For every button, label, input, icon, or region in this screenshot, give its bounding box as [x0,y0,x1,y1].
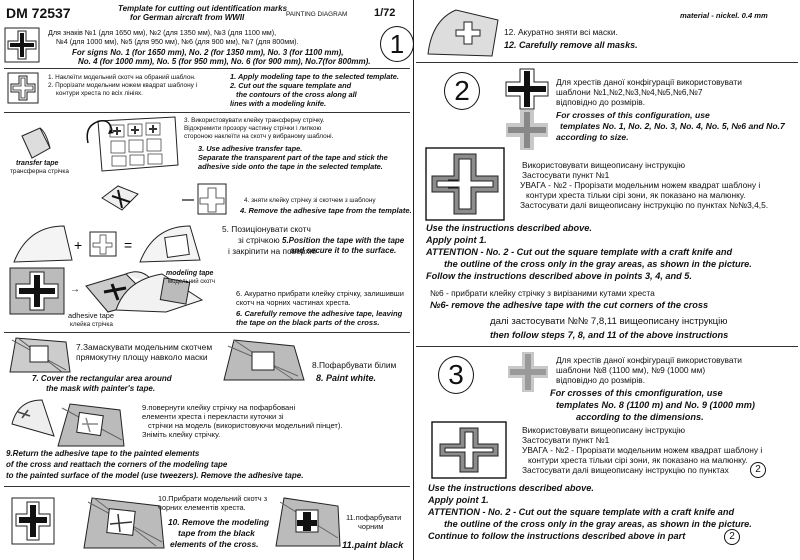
step3-en2: Separate the transparent part of the tape and stick the [198,153,388,162]
step10-ua1: 10.Прибрати модельний скотч з [158,494,268,503]
transfer-tape-label: transfer tape [16,160,59,167]
step9-en2: of the cross and reattach the corners of the modeling tape [6,460,228,469]
section3-ua3: відповідно до розмірів. [556,375,646,385]
gray-zone-template-small [432,422,506,478]
section3-en3: according to the dimensions. [576,412,704,422]
step4-ua: 4. зняти клейку стрічку зі скотчем з шаблону [244,197,376,204]
section2-ua3: відповідно до розмірів. [556,97,646,107]
step11-ua2: чорним [358,522,384,531]
step1-en-a1: 1. Apply modeling tape to the selected template. [230,72,399,81]
transfer-tape-label-ua: трансферна стрічка [10,168,69,175]
step6-en1: 6. Carefully remove the adhesive tape, leaving [236,309,403,318]
step1-en-a2: 2. Cut out the square template and [230,81,352,90]
gray-cross-small-preview [508,352,548,392]
step12-ua: 12. Акуратно зняти всі маски. [504,27,618,37]
transfer-tape-icon [18,126,54,160]
material-label: material - nickel. 0.4 mm [680,11,768,20]
step10-en1: 10. Remove the modeling [168,517,269,527]
section2-ua10: далі застосувати №№ 7,8,11 вищеописану інструкцію [490,316,728,327]
return-tape-diagram [8,394,128,450]
modeling-tape-label: modeling tape [166,270,214,277]
arrow: → [70,284,80,295]
step3-ua3: стороною наклеїти на скотч у вибраному шаблоні. [184,133,334,140]
step1-en-line1: For signs No. 1 (for 1650 mm), No. 2 (for 1350 mm), No. 3 (for 1100 mm), [72,48,344,57]
step1-ua-line2: №4 (для 1000 мм), №5 (для 950 мм), №6 (для 900 мм), №7 (для 800мм). [56,37,299,46]
step9-ua4: Зніміть клейку стрічку. [142,430,221,439]
step8-ua: 8.Пофарбувати білим [312,360,397,370]
section2-en2: templates No. 1, No. 2, No. 3, No. 4, No. 5, №6 and No.7 [560,121,785,131]
section3-ua5: Застосувати пункт №1 [522,435,610,445]
step9-ua2: елементи хреста і перекласти куточки зі [142,412,284,421]
step1-en-a3: the contours of the cross along all [236,90,357,99]
painted-white-diagram [220,336,310,386]
divider [416,62,798,63]
section3-en7: the outline of the cross only in the gray areas, as shown in the picture. [444,519,752,529]
section2-number: 2 [444,72,480,110]
step1-number: 1 [380,26,414,62]
section3-ua2: шаблони №8 (1100 мм), №9 (1000 мм) [556,365,706,375]
product-code: DM 72537 [6,5,71,21]
section3-ua1: Для хрестів даної конфігурації використовувати [556,355,742,365]
step1-ua-a2: 2. Прорізати модельним ножем квадрат шаблону і [48,82,198,89]
step3-ua1: 3. Використовувати клейку трансферну стрічку. [184,117,325,124]
section3-en4: Use the instructions described above. [428,483,594,493]
step6-ua1: 6. Акуратно прибрати клейку стрічку, залишивши [236,289,404,298]
gray-cross-preview [506,110,548,150]
step5-ua1: 5. Позиціонувати скотч [222,224,311,234]
scale-label: 1/72 [374,7,396,19]
section2-en3: according to size. [556,132,629,142]
step5-ua3: і закріпити на поверхні [228,246,316,256]
black-cross-preview [506,69,548,109]
masked-area-diagram [8,334,72,374]
step10-en2: tape from the black [178,528,255,538]
adhesive-tape-label-ua: клейка стрічка [70,321,113,328]
section2-ua8: Застосувати далі вищеописану інструкцію по пунктах №№3,4,5. [520,200,769,210]
section3-ua8: Застосувати далі вищеописану інструкцію по пунктах [522,465,729,475]
step3-en1: 3. Use adhesive transfer tape. [198,144,303,153]
step7-en2: the mask with painter's tape. [46,384,156,393]
section2-en7: the outline of the cross only in the gray areas, as shown in the picture. [444,259,752,269]
section2-en5: Apply point 1. [426,235,487,245]
section2-ua5: Застосувати пункт №1 [522,170,610,180]
header-subtitle: for German aircraft from WWII [130,13,245,22]
section2-ua9: №6 - прибрати клейку стрічку з вирізаними кутами хреста [430,288,655,298]
section2-ua2: шаблони №1,№2,№3,№4,№5,№6,№7 [556,87,703,97]
step12-en: 12. Carefully remove all masks. [504,40,638,50]
step3-ua2: Відокремити прозору частину стрічки і липкою [184,125,322,132]
step1-en-line2: No. 4 (for 1000 mm), No. 5 (for 950 mm), No. 6 (for 900 mm), No.7(for 800mm). [78,57,371,66]
step8-en: 8. Paint white. [316,373,377,383]
step10-en3: elements of the cross. [170,539,259,549]
template-sheet-icon [80,113,180,175]
section2-en1: For crosses of this configuration, use [556,110,710,120]
step10-ua2: чорних елементів хреста. [158,503,246,512]
svg-text:=: = [124,237,133,253]
divider [416,346,798,347]
step1-ua-a1: 1. Наклеїти модельний скотч на обраний шаблон. [48,74,196,81]
step11-en: 11.paint black [342,539,404,550]
positioning-diagram [10,222,210,266]
step4-en: 4. Remove the adhesive tape from the template. [240,206,412,215]
adhesive-tape-label: adhesive tape [68,311,115,320]
step6-en2: the tape on the black parts of the cross. [236,318,380,327]
section2-en4: Use the instructions described above. [426,223,592,233]
step6-ua2: скотч на чорних частинах хреста. [236,298,351,307]
column-divider [413,0,414,560]
section2-ua1: Для хрестів даної конфігурації використовувати [556,77,742,87]
divider [4,332,410,333]
balkenkreuz-icon [5,28,39,62]
section3-en6: ATTENTION - No. 2 - Cut out the square template with a craft knife and [428,507,735,517]
step1-ua-line1: Для знаків №1 (для 1650 мм), №2 (для 1350 мм), №3 (для 1100 мм), [48,28,277,37]
step1-ua-a3: контури хреста по всіх лініях. [56,90,143,97]
section3-ua6: УВАГА - №2 - Прорізати модельним ножем квадрат шаблону і [522,445,763,455]
step11-ua1: 11.пофарбувати [346,513,402,522]
section3-ref-circle-en: 2 [724,529,740,545]
divider [4,68,410,69]
header-title: Template for cutting out identification marks [118,4,288,13]
step9-en3: to the painted surface of the model (use tweezers). Remove the adhesive tape. [6,471,304,480]
step7-ua1: 7.Замаскувати модельним скотчем [76,342,213,352]
section3-ua7: контури хреста тільки сірі зони, як показано на малюнку. [528,455,748,465]
section3-en5: Apply point 1. [428,495,489,505]
section2-ua6: УВАГА - №2 - Прорізати модельним ножем квадрат шаблону і [520,180,761,190]
section2-en9: №6- remove the adhesive tape with the cut corners of the cross [430,300,709,310]
black-cross-result-icon [12,498,54,544]
step9-ua1: 9.повернути клейку стрічку на пофарбовані [142,403,296,412]
outline-cross-icon [8,73,38,103]
section3-en8: Continue to follow the instructions described above in part [428,531,686,541]
divider [4,112,410,113]
gray-zone-template [426,148,504,220]
step7-ua2: прямокутну площу навколо маски [76,352,208,362]
section2-ua7: контури хреста тільки сірі зони, як показано на малюнку. [526,190,746,200]
step3-en3: adhesive side onto the tape in the selected template. [198,162,383,171]
section3-en1: For crosses of this cmonfiguration, use [550,388,723,398]
remove-modeling-tape-diagram [80,492,166,552]
section3-number: 3 [438,356,474,394]
black-cross-template-icon [10,268,64,314]
section2-en10: then follow steps 7, 8, and 11 of the above instructions [490,330,729,340]
step9-ua3: стрічки на модель (використовуючи модельний пінцет). [148,421,343,430]
section3-en2: templates No. 8 (1100 m) and No. 9 (1000 mm) [556,400,755,410]
section3-ua4: Використовувати вищеописану інструкцію [522,425,686,435]
section2-en8: Follow the instructions described above in points 3, 4, and 5. [426,271,692,281]
svg-text:+: + [74,237,83,253]
step5-en2: and secure it to the surface. [290,246,397,255]
section2-en6: ATTENTION - No. 2 - Cut out the square template with a craft knife and [426,247,733,257]
modeling-tape-label-ua: модельний скотч [168,279,216,285]
step5-ua2: зі стрічкою [238,235,280,245]
template-with-tape-icon [98,180,234,218]
remove-masks-diagram [426,6,502,58]
diagram-label: PAINTING DIAGRAM [286,11,348,18]
step7-en1: 7. Cover the rectangular area around [32,374,172,383]
step1-en-a4: lines with a modeling knife. [230,99,327,108]
section3-ref-circle: 2 [750,462,766,478]
paint-black-diagram [272,492,342,550]
step9-en1: 9.Return the adhesive tape to the painted elements [6,449,200,458]
divider [4,486,410,487]
section2-ua4: Використовувати вищеописану інструкцію [522,160,686,170]
step5-en1: 5.Position the tape with the tape [282,236,405,245]
